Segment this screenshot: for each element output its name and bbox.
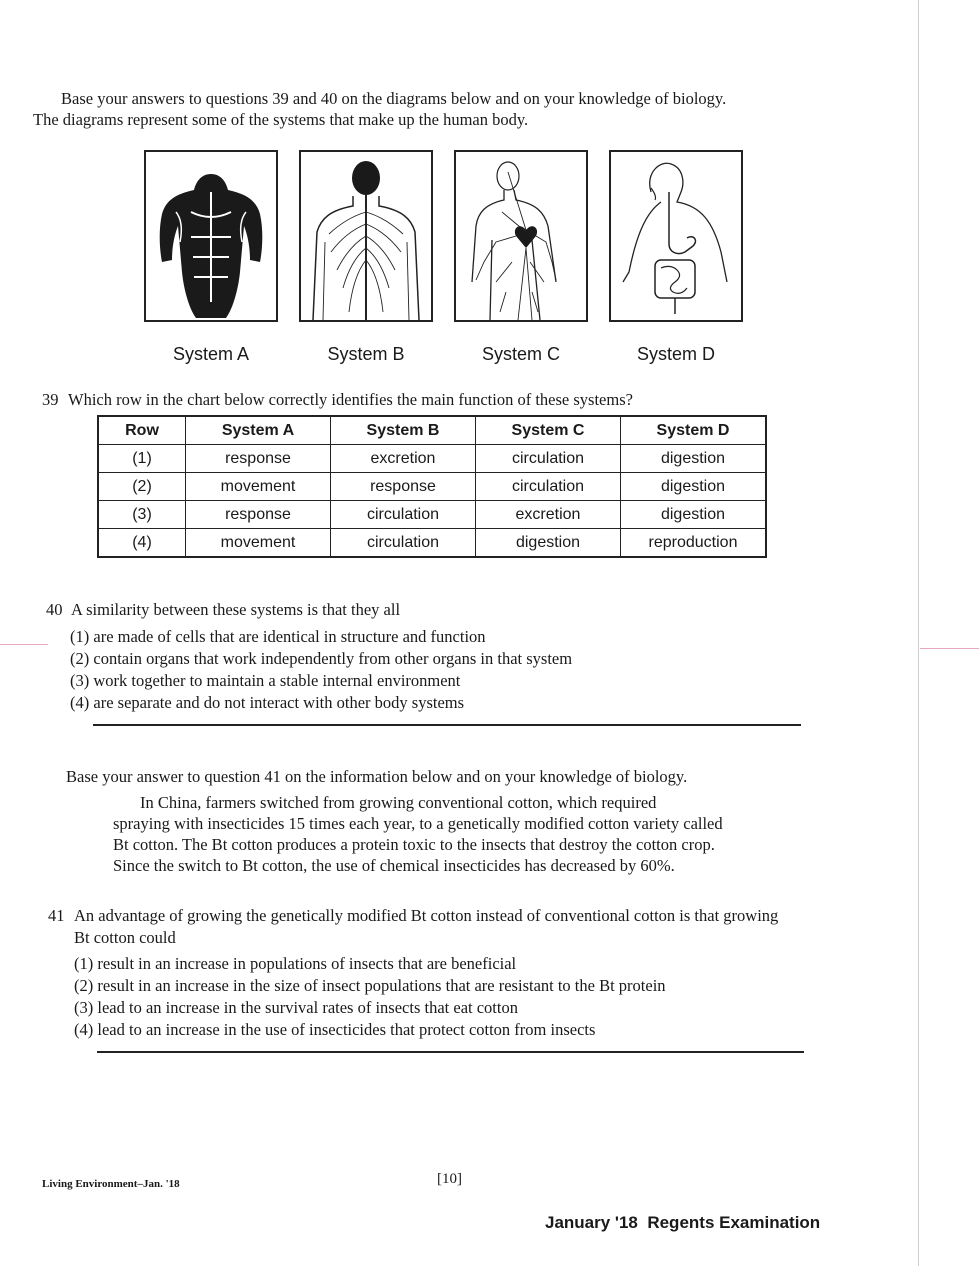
q40-option-1: (1) are made of cells that are identical in structure and function xyxy=(70,627,486,646)
table-row xyxy=(98,501,766,529)
table-row xyxy=(98,445,766,473)
q39-chart xyxy=(97,415,767,558)
table-cell: digestion xyxy=(621,501,767,529)
q40-number: 40 xyxy=(46,600,63,619)
digestive-system-icon xyxy=(611,152,741,320)
q41-text-line1: An advantage of growing the genetically modified Bt cotton instead of conventional cotton is that growing xyxy=(74,906,779,925)
page-number: [10] xyxy=(437,1171,462,1187)
page-edge-divider xyxy=(918,0,919,1266)
q41-option-3: (3) lead to an increase in the survival rates of insects that eat cotton xyxy=(74,998,518,1017)
q41-option-2: (2) result in an increase in the size of insect populations that are resistant to the Bt protein xyxy=(74,976,666,995)
q40-option-4: (4) are separate and do not interact with other body systems xyxy=(70,693,465,712)
table-cell: movement xyxy=(186,529,331,558)
q41-option-4: (4) lead to an increase in the use of insecticides that protect cotton from insects xyxy=(74,1020,596,1039)
q40-option-3: (3) work together to maintain a stable internal environment xyxy=(70,671,461,690)
table-cell: response xyxy=(186,501,331,529)
footer-exam-name: Living Environment–Jan. '18 xyxy=(42,1178,180,1190)
q39-text: Which row in the chart below correctly identifies the main function of these systems? xyxy=(68,390,633,409)
table-header: Row xyxy=(98,416,186,445)
q40-text: A similarity between these systems is that they all xyxy=(71,600,401,619)
passage-line-1: In China, farmers switched from growing conventional cotton, which required xyxy=(140,793,657,812)
table-cell: circulation xyxy=(331,529,476,558)
q41-text-line2: Bt cotton could xyxy=(74,928,176,947)
margin-mark xyxy=(0,644,48,645)
table-header: System B xyxy=(331,416,476,445)
system-d-diagram xyxy=(609,150,743,322)
table-header: System C xyxy=(476,416,621,445)
table-cell: circulation xyxy=(331,501,476,529)
table-header-row xyxy=(98,416,766,445)
table-cell: (3) xyxy=(98,501,186,529)
intro-41-line: Base your answer to question 41 on the information below and on your knowledge of biology. xyxy=(66,767,688,786)
table-row xyxy=(98,529,766,558)
passage-line-4: Since the switch to Bt cotton, the use of chemical insecticides has decreased by 60%. xyxy=(113,856,675,875)
table-cell: digestion xyxy=(476,529,621,558)
system-d-label: System D xyxy=(636,344,715,364)
system-c-diagram xyxy=(454,150,588,322)
table-cell: (2) xyxy=(98,473,186,501)
system-a-label: System A xyxy=(172,344,250,364)
q40-option-2: (2) contain organs that work independently from other organs in that system xyxy=(70,649,573,668)
system-b-diagram xyxy=(299,150,433,322)
passage-line-2: spraying with insecticides 15 times each year, to a genetically modified cotton variety called xyxy=(113,814,723,833)
table-cell: response xyxy=(186,445,331,473)
table-cell: circulation xyxy=(476,445,621,473)
table-row xyxy=(98,473,766,501)
nervous-system-icon xyxy=(301,152,431,320)
muscular-system-icon xyxy=(146,152,276,320)
table-cell: reproduction xyxy=(621,529,767,558)
table-cell: digestion xyxy=(621,445,767,473)
system-a-diagram xyxy=(144,150,278,322)
intro-39-40-line1: Base your answers to questions 39 and 40 on the diagrams below and on your knowledge of biology. xyxy=(61,89,727,108)
system-b-label: System B xyxy=(327,344,405,364)
table-header: System A xyxy=(186,416,331,445)
table-cell: response xyxy=(331,473,476,501)
q41-option-1: (1) result in an increase in populations of insects that are beneficial xyxy=(74,954,517,973)
system-c-label: System C xyxy=(481,344,560,364)
table-cell: movement xyxy=(186,473,331,501)
table-cell: (4) xyxy=(98,529,186,558)
table-cell: digestion xyxy=(621,473,767,501)
intro-39-40-line2: The diagrams represent some of the systems that make up the human body. xyxy=(33,110,529,129)
table-cell: circulation xyxy=(476,473,621,501)
margin-mark xyxy=(920,648,979,649)
table-cell: excretion xyxy=(331,445,476,473)
table-cell: (1) xyxy=(98,445,186,473)
circulatory-system-icon xyxy=(456,152,586,320)
section-divider xyxy=(93,724,801,726)
table-cell: excretion xyxy=(476,501,621,529)
q41-number: 41 xyxy=(48,906,65,925)
q39-number: 39 xyxy=(42,390,59,409)
passage-line-3: Bt cotton. The Bt cotton produces a protein toxic to the insects that destroy the cotton crop. xyxy=(113,835,715,854)
table-header: System D xyxy=(621,416,767,445)
section-divider xyxy=(97,1051,804,1053)
footer-regents-title: January '18 Regents Examination xyxy=(545,1213,821,1232)
